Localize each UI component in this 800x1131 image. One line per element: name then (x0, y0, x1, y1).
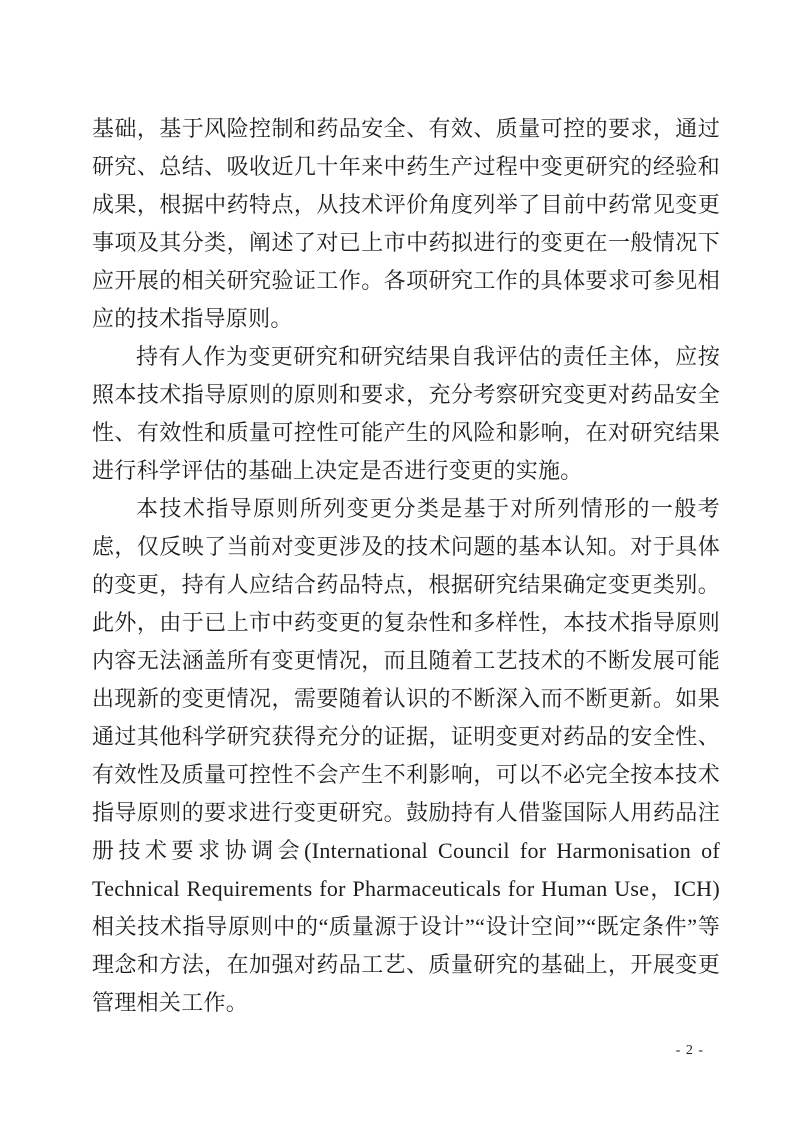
page-body (92, 110, 720, 1022)
page-number: - 2 - (675, 1043, 704, 1058)
paragraph-change-classification: 本技术指导原则所列变更分类是基于对所列情形的一般考虑，仅反映了当前对变更涉及的技术问题的基本认知。对于具体的变更，持有人应结合药品特点，根据研究结果确定变更类别。此外，由于已上市中药变更的复杂性和多样性，本技术指导原则内容无法涵盖所有变更情况，而且随着工艺技术的不断发展可能出现新的变更情况，需要随着认识的不断深入而不断更新。如果通过其他科学研究获得充分的证据，证明变更对药品的安全性、有效性及质量可控性不会产生不利影响，可以不必完全按本技术指导原则的要求进行变更研究。鼓励持有人借鉴国际人用药品注册技术要求协调会(International Council for Harmonisation of Technical Requirements for Pharmaceuticals for Human Use，ICH)相关技术指导原则中的“质量源于设计”“设计空间”“既定条件”等理念和方法，在加强对药品工艺、质量研究的基础上，开展变更管理相关工作。 (92, 496, 720, 1015)
paragraph-holder-responsibility: 持有人作为变更研究和研究结果自我评估的责任主体，应按照本技术指导原则的原则和要求，充分考察研究变更对药品安全性、有效性和质量可控性可能产生的风险和影响，在对研究结果进行科学评估的基础上决定是否进行变更的实施。 (92, 344, 720, 483)
paragraph-continuation: 基础，基于风险控制和药品安全、有效、质量可控的要求，通过研究、总结、吸收近几十年来中药生产过程中变更研究的经验和成果，根据中药特点，从技术评价角度列举了目前中药常见变更事项及其分类，阐述了对已上市中药拟进行的变更在一般情况下应开展的相关研究验证工作。各项研究工作的具体要求可参见相应的技术指导原则。 (92, 116, 720, 331)
